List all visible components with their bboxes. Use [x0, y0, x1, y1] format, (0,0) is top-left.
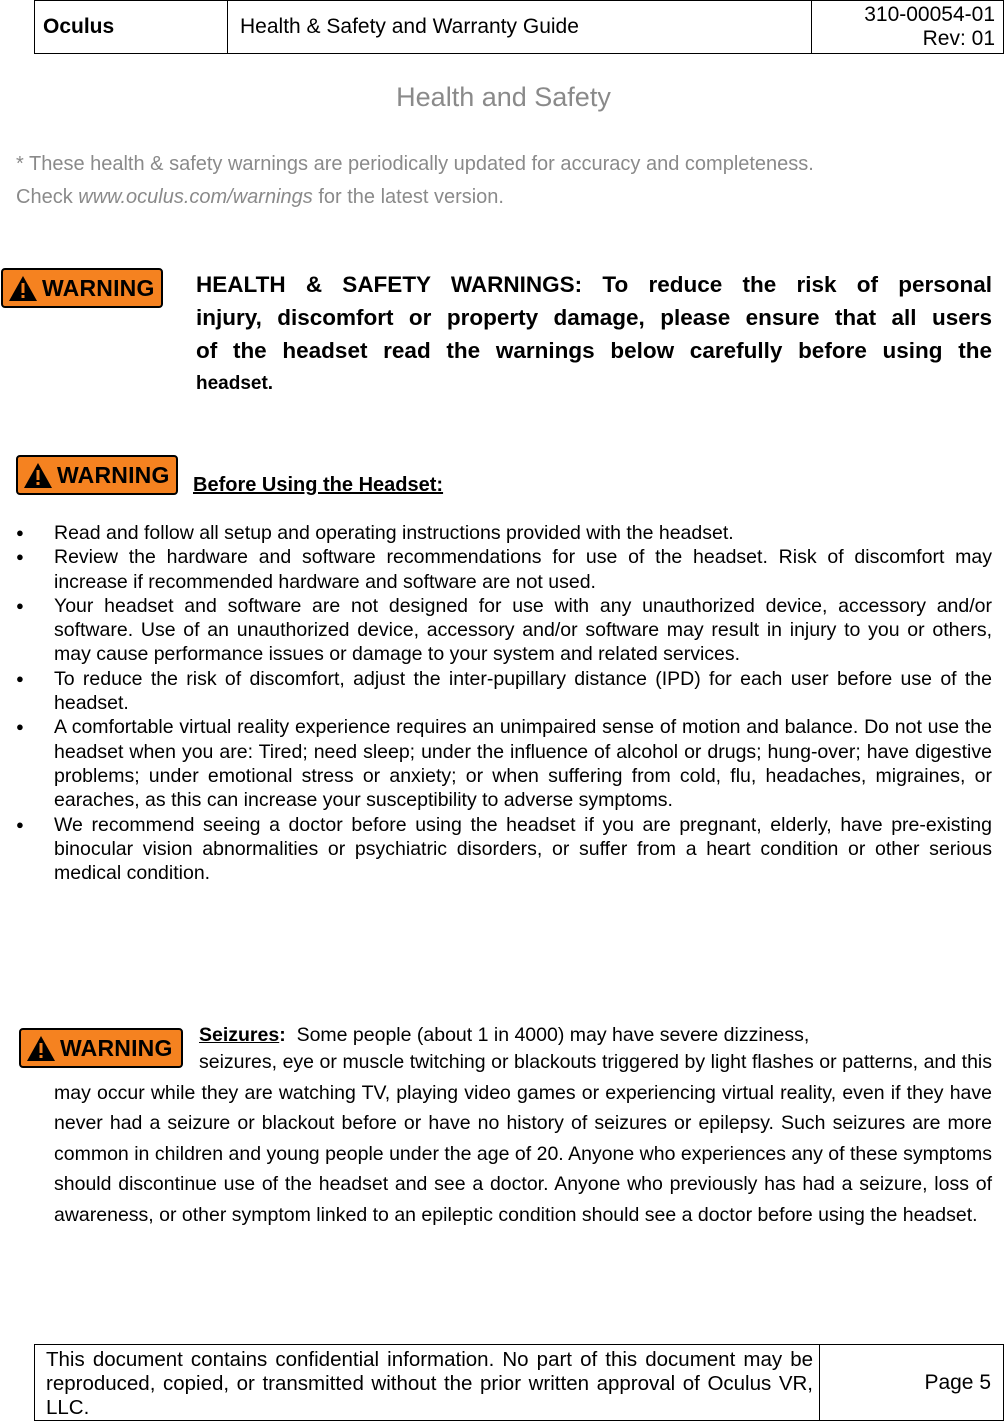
list-item: ● Read and follow all setup and operating instructions provided with the headset. — [16, 521, 992, 545]
update-note-prefix: Check — [16, 186, 79, 208]
warning-triangle-icon — [8, 275, 38, 302]
list-item: ● Review the hardware and software recommendations for use of the headset. Risk of discomfort may increase if recommended hardware and software are not used. — [16, 545, 992, 594]
warning-badge — [16, 455, 178, 495]
list-item: ● To reduce the risk of discomfort, adjust the inter-pupillary distance (IPD) for each user before use of the headset. — [16, 667, 992, 716]
hs-warning-line2: injury, discomfort or property damage, please ensure that all users — [196, 305, 992, 330]
page-number: Page 5 — [924, 1370, 991, 1394]
document-header — [34, 0, 1004, 54]
before-using-list — [16, 521, 992, 885]
header-company: Oculus — [35, 1, 228, 53]
hs-warning-line1: HEALTH & SAFETY WARNINGS: To reduce the risk of personal — [196, 272, 992, 297]
hs-warning-line4: headset. — [196, 373, 274, 394]
seizures-lead-text: Some people (about 1 in 4000) may have severe dizziness, — [296, 1024, 810, 1046]
warning-badge-label: WARNING — [60, 1034, 173, 1061]
update-note-suffix: for the latest version. — [312, 186, 504, 208]
seizures-lead: Seizures: Some people (about 1 in 4000) may have severe dizziness, — [199, 1024, 810, 1046]
before-using-title: Before Using the Headset: — [193, 474, 444, 496]
confidential-notice: This document contains confidential information. No part of this document may be reproduced, copied, or transmitted without the prior written approval of Oculus VR, LLC. — [35, 1345, 820, 1420]
header-doc-id — [812, 1, 1003, 53]
list-item: ● A comfortable virtual reality experience requires an unimpaired sense of motion and balance. Do not use the headset when you are: Tired; need sleep; under the influence of alcohol or drugs; hung-over; have digestive problems; under emotional stress or anxiety; or when suffering from cold, flu, headaches, migraines, or earaches, as this can increase your susceptibility to adverse symptoms. — [16, 715, 992, 812]
warnings-link[interactable]: www.oculus.com/warnings — [78, 186, 313, 208]
warning-badge-label: WARNING — [57, 461, 170, 488]
page-title: Health and Safety — [396, 82, 611, 112]
seizures-body: seizures, eye or muscle twitching or blackouts triggered by light flashes or patterns, and this may occur while they are watching TV, playing video games or experiencing virtual reality, even if they have never had a seizure or blackout before or have no history of seizures or epilepsy. Such seizures are more common in children and young people under the age of 20. Anyone who experiences any of these symptoms should discontinue use of the headset and see a doctor. Anyone who previously has had a seizure, loss of awareness, or other symptom linked to an epileptic condition should see a doctor before using the headset. — [54, 1051, 992, 1226]
hs-warning-line3: of the headset read the warnings below carefully before using the — [196, 338, 992, 363]
warning-badge — [1, 268, 163, 308]
update-note-line2 — [16, 186, 504, 209]
list-item: ● We recommend seeing a doctor before using the headset if you are pregnant, elderly, have pre-existing binocular vision abnormalities or psychiatric disorders, or suffer from a heart condition or other serious medical condition. — [16, 813, 992, 886]
document-footer — [34, 1344, 1004, 1421]
header-revision: Rev: 01 — [922, 27, 995, 50]
header-doc-title: Health & Safety and Warranty Guide — [228, 1, 812, 53]
warning-badge-label: WARNING — [42, 274, 155, 301]
warning-triangle-icon — [23, 462, 53, 489]
warning-triangle-icon — [26, 1035, 56, 1062]
update-note-line1: * These health & safety warnings are periodically updated for accuracy and completeness. — [16, 153, 814, 175]
health-safety-warning — [196, 268, 992, 400]
seizures-title: Seizures — [199, 1024, 280, 1046]
list-item: ● Your headset and software are not designed for use with any unauthorized device, accessory and/or software. Use of an unauthorized device, accessory and/or software may result in injury to you or others, may cause performance issues or damage to your system and related services. — [16, 594, 992, 667]
header-doc-number: 310-00054-01 — [864, 3, 995, 26]
